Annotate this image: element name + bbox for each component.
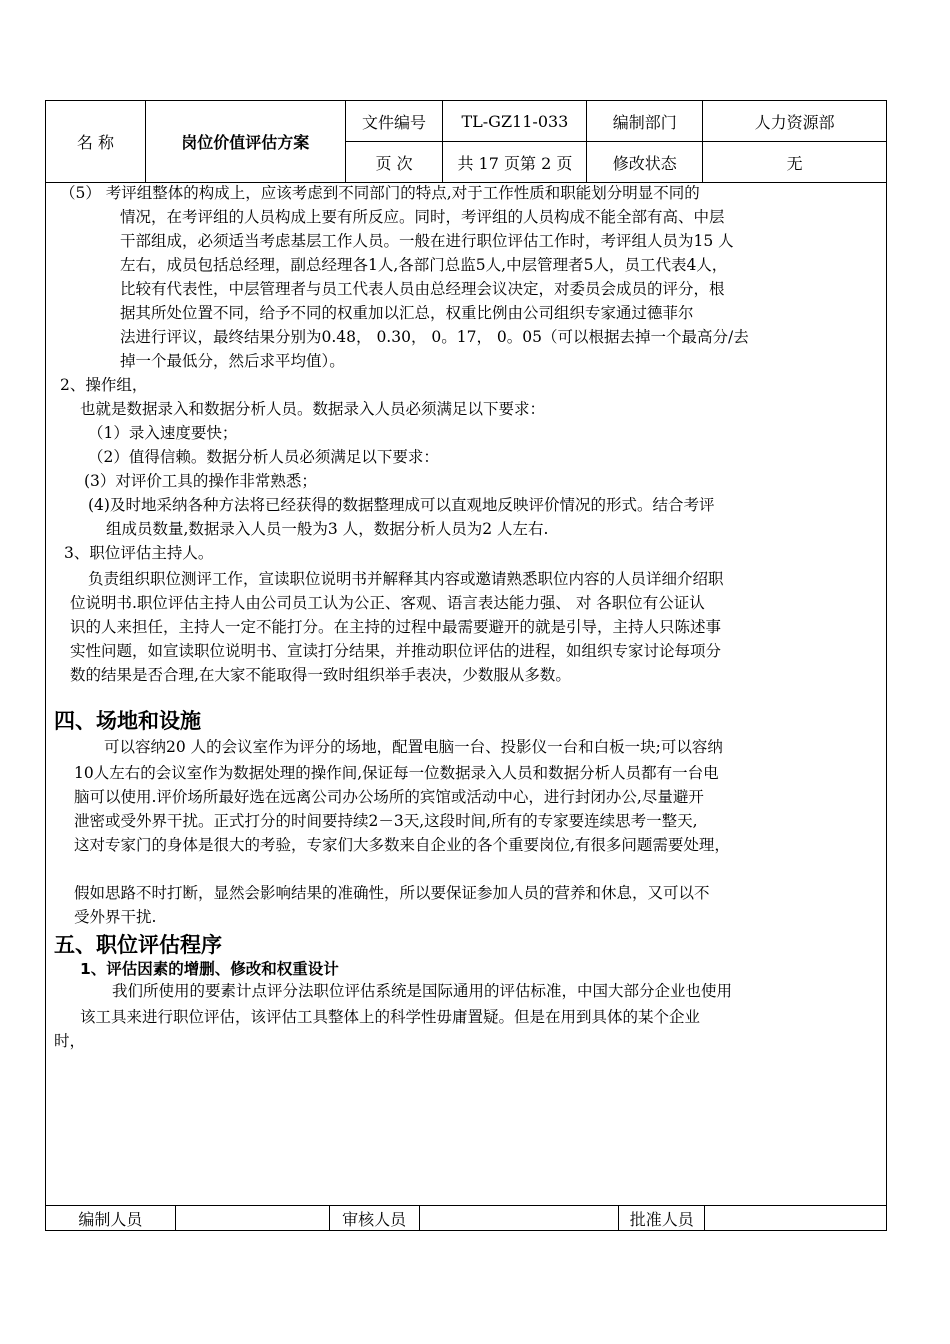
text-line: （5） 考评组整体的构成上，应该考虑到不同部门的特点,对于工作性质和职能划分明显不同的 [60, 184, 700, 202]
name-label: 名 称 [46, 101, 146, 183]
text-line: 比较有代表性，中层管理者与员工代表人员由总经理会议决定，对委员会成员的评分，根 [120, 280, 725, 298]
text-line: 掉一个最低分，然后求平均值）。 [120, 352, 345, 370]
text-line: 我们所使用的要素计点评分法职位评估系统是国际通用的评估标准，中国大部分企业也使用 [112, 982, 733, 1000]
text-line: (4)及时地采纳各种方法将已经获得的数据整理成可以直观地反映评价情况的形式。结合考评 [88, 496, 715, 514]
document-body [46, 181, 886, 1205]
text-line: 识的人来担任，主持人一定不能打分。在主持的过程中最需要避开的就是引导，主持人只陈述事 [70, 618, 722, 636]
file-number-label: 文件编号 [345, 101, 443, 142]
text-line: (3）对评价工具的操作非常熟悉； [84, 472, 317, 490]
prepared-by-value [175, 1206, 329, 1231]
page-number: 共 17 页第 2 页 [443, 142, 587, 183]
text-line: 左右，成员包括总经理，副总经理各1人,各部门总监5人,中层管理者5人，员工代表4人， [120, 256, 728, 274]
text-line: 假如思路不时打断，显然会影响结果的准确性，所以要保证参加人员的营养和休息，又可以不 [74, 884, 710, 902]
text-line: （2）值得信赖。数据分析人员必须满足以下要求： [88, 448, 439, 466]
text-line: 负责组织职位测评工作，宣读职位说明书并解释其内容或邀请熟悉职位内容的人员详细介绍职 [88, 570, 724, 588]
text-line: 时， [54, 1032, 86, 1050]
reviewed-by-label: 审核人员 [329, 1206, 419, 1231]
reviewed-by-value [419, 1206, 619, 1231]
text-line: 可以容纳20 人的会议室作为评分的场地，配置电脑一台、投影仪一台和白板一块;可以容纳 [104, 738, 723, 756]
text-line: 该工具来进行职位评估，该评估工具整体上的科学性毋庸置疑。但是在用到具体的某个企业 [80, 1008, 701, 1026]
status: 无 [703, 142, 887, 183]
header-table [45, 100, 887, 183]
page-label: 页 次 [345, 142, 443, 183]
text-line: 2、操作组， [60, 376, 148, 394]
text-line: 据其所处位置不同，给予不同的权重加以汇总，权重比例由公司组织专家通过德菲尔 [120, 304, 694, 322]
approved-by-label: 批准人员 [619, 1206, 705, 1231]
text-line: 脑可以使用.评价场所最好选在远离公司办公场所的宾馆或活动中心，进行封闭办公,尽量避开 [74, 788, 704, 806]
file-number: TL-GZ11-033 [443, 101, 587, 142]
text-line: 受外界干扰. [74, 908, 157, 926]
text-line: 法进行评议，最终结果分别为0.48， 0.30， 0。17， 0。05（可以根据去掉一个最高分/去 [120, 328, 749, 346]
text-line: 也就是数据录入和数据分析人员。数据录入人员必须满足以下要求： [80, 400, 546, 418]
text-line: （1）录入速度要快； [88, 424, 238, 442]
section-heading-4: 四、场地和设施 [54, 709, 201, 733]
text-line: 组成员数量,数据录入人员一般为3 人，数据分析人员为2 人左右. [106, 520, 549, 538]
text-line: 干部组成，必须适当考虑基层工作人员。一般在进行职位评估工作时，考评组人员为15 人 [120, 232, 734, 250]
department-label: 编制部门 [587, 101, 703, 142]
subsection-heading: 1、评估因素的增删、修改和权重设计 [80, 960, 339, 978]
section-heading-5: 五、职位评估程序 [54, 933, 222, 957]
approved-by-value [705, 1206, 887, 1231]
status-label: 修改状态 [587, 142, 703, 183]
text-line: 位说明书.职位评估主持人由公司员工认为公正、客观、语言表达能力强、 对 各职位有公证认 [70, 594, 705, 612]
document-title: 岗位价值评估方案 [145, 101, 345, 183]
text-line: 这对专家门的身体是很大的考验，专家们大多数来自企业的各个重要岗位,有很多问题需要处理， [74, 836, 730, 854]
department: 人力资源部 [703, 101, 887, 142]
text-line: 10人左右的会议室作为数据处理的操作间,保证每一位数据录入人员和数据分析人员都有一台电 [74, 764, 719, 782]
text-line: 实性问题，如宣读职位说明书、宣读打分结果，并推动职位评估的进程，如组织专家讨论每项分 [70, 642, 722, 660]
text-line: 泄密或受外界干扰。正式打分的时间要持续2－3天,这段时间,所有的专家要连续思考一整天, [74, 812, 698, 830]
text-line: 3、职位评估主持人。 [64, 544, 214, 562]
prepared-by-label: 编制人员 [46, 1206, 176, 1231]
footer-table [45, 1205, 887, 1231]
text-line: 情况，在考评组的人员构成上要有所反应。同时，考评组的人员构成不能全部有高、中层 [120, 208, 725, 226]
text-line: 数的结果是否合理,在大家不能取得一致时组织举手表决，少数服从多数。 [70, 666, 571, 684]
